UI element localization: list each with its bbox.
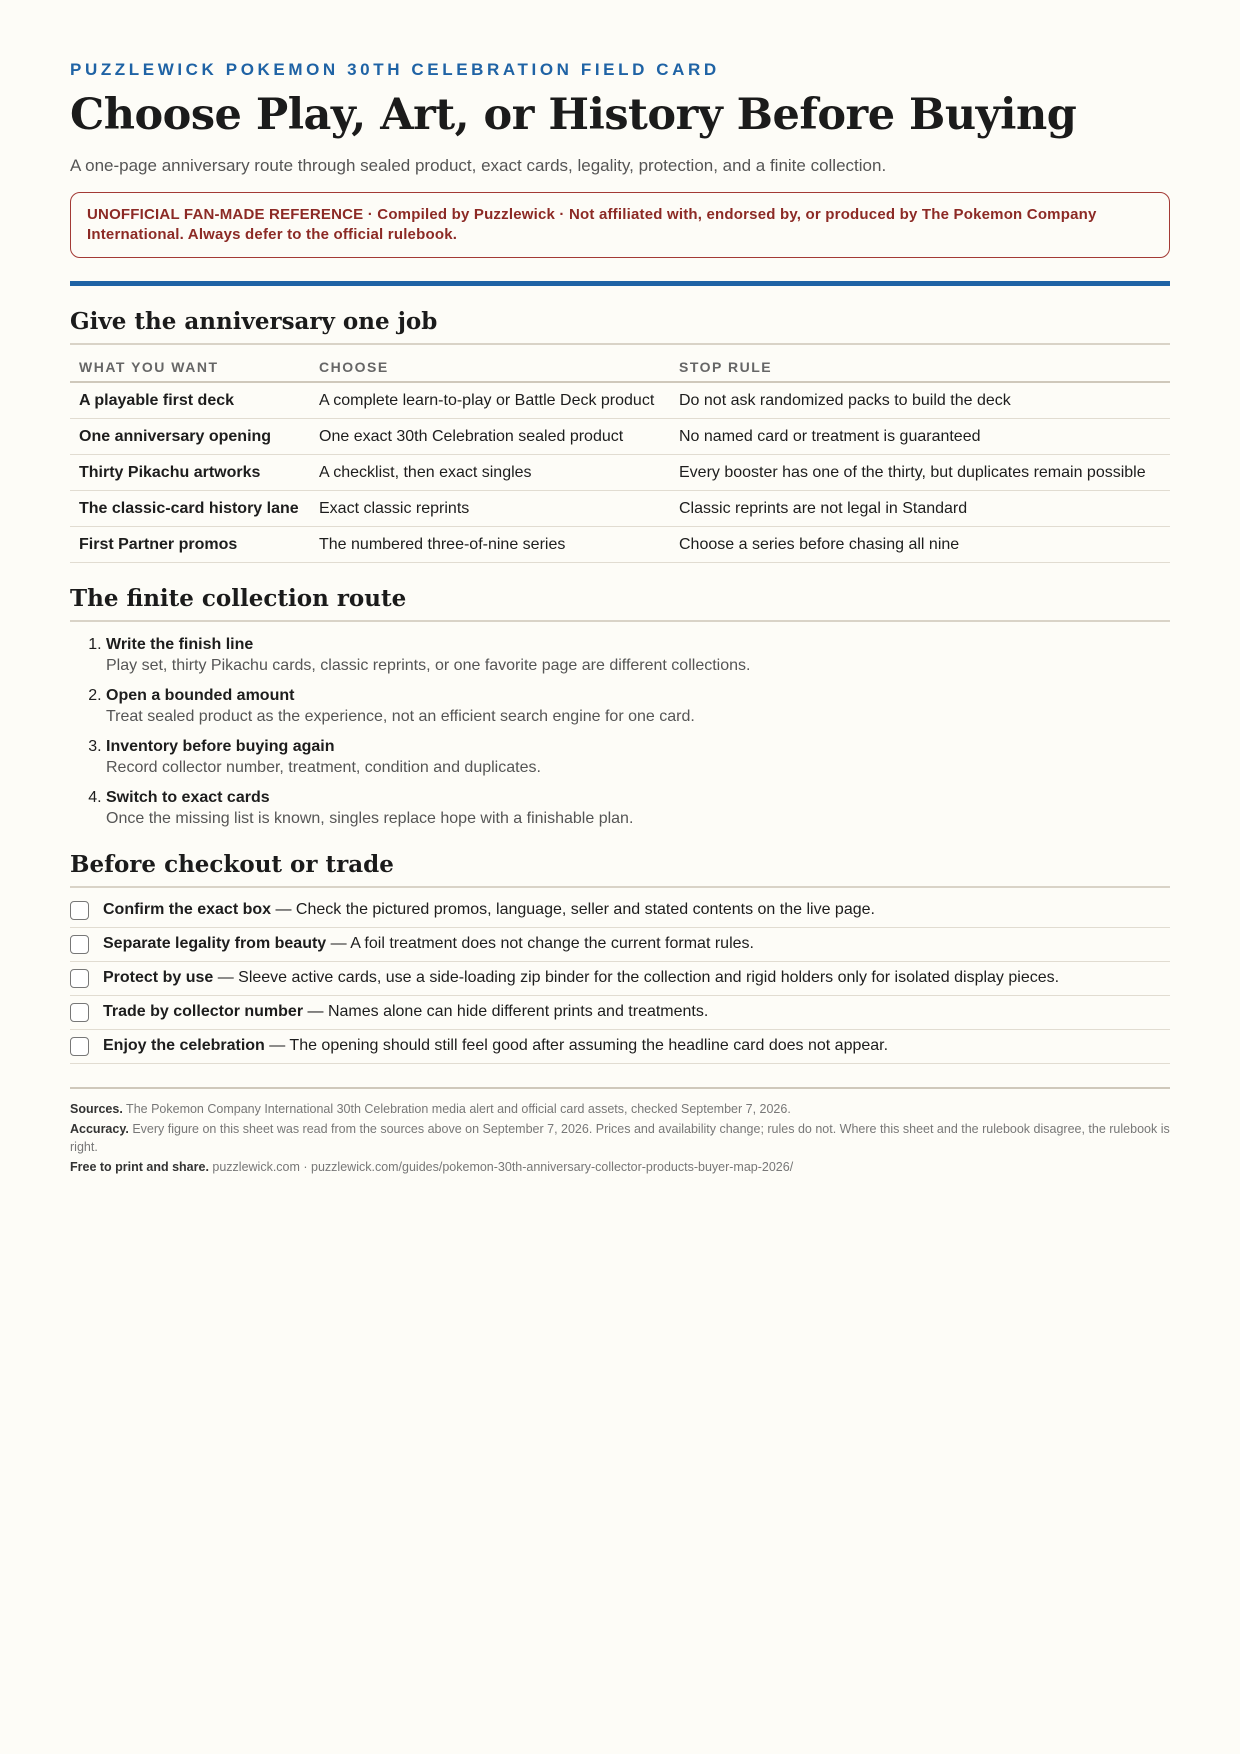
checklist-item-label: Enjoy the celebration: [103, 1037, 265, 1055]
checklist-item-text: — Names alone can hide different prints and treatments.: [303, 1003, 709, 1021]
footer-share: [70, 1158, 1170, 1176]
table-row: [70, 490, 1170, 526]
cell-choose: A complete learn-to-play or Battle Deck product: [310, 382, 670, 419]
cell-stop-rule: Every booster has one of the thirty, but duplicates remain possible: [670, 454, 1170, 490]
checkbox[interactable]: [70, 1003, 89, 1022]
step-title: 3. Inventory before buying again: [106, 737, 335, 755]
list-item: [106, 634, 1170, 676]
list-item: [106, 787, 1170, 829]
step-description: Play set, thirty Pikachu cards, classic reprints, or one favorite page are different collections.: [106, 656, 751, 674]
checklist-item-text: — Check the pictured promos, language, seller and stated contents on the live page.: [271, 901, 875, 919]
cell-stop-rule: Do not ask randomized packs to build the deck: [670, 382, 1170, 419]
cell-choose: The numbered three-of-nine series: [310, 526, 670, 562]
step-title: 1. Write the finish line: [106, 635, 254, 653]
share-label: Free to print and share.: [70, 1159, 209, 1174]
cell-stop-rule: Choose a series before chasing all nine: [670, 526, 1170, 562]
checklist-item: [70, 928, 1170, 962]
checkbox[interactable]: [70, 935, 89, 954]
share-text: puzzlewick.com · puzzlewick.com/guides/pokemon-30th-anniversary-collector-products-buyer-map-2026/: [208, 1159, 794, 1174]
checklist-item-label: Confirm the exact box: [103, 901, 272, 919]
cell-want: The classic-card history lane: [70, 490, 310, 526]
step-description: Record collector number, treatment, condition and duplicates.: [106, 758, 541, 776]
accuracy-label: Accuracy.: [70, 1121, 129, 1136]
step-title: 2. Open a bounded amount: [106, 686, 295, 704]
cell-stop-rule: No named card or treatment is guaranteed: [670, 418, 1170, 454]
cell-want: First Partner promos: [70, 526, 310, 562]
section-heading-job: Give the anniversary one job: [70, 308, 1170, 345]
checklist-item: [70, 962, 1170, 996]
checklist-item-text: — The opening should still feel good after assuming the headline card does not appear.: [264, 1037, 889, 1055]
cell-want: Thirty Pikachu artworks: [70, 454, 310, 490]
subtitle: A one-page anniversary route through sealed product, exact cards, legality, protection, and a finite collection.: [70, 155, 887, 175]
checklist-item-label: Protect by use: [103, 969, 214, 987]
cell-choose: A checklist, then exact singles: [310, 454, 670, 490]
footer-sources: [70, 1100, 1170, 1118]
cell-want: One anniversary opening: [70, 418, 310, 454]
section-heading-route: The finite collection route: [70, 585, 1170, 622]
cell-choose: One exact 30th Celebration sealed product: [310, 418, 670, 454]
kicker: PUZZLEWICK POKEMON 30TH CELEBRATION FIELD CARD: [70, 60, 720, 79]
checklist-item: [70, 1030, 1170, 1064]
checkbox[interactable]: [70, 1037, 89, 1056]
checkbox[interactable]: [70, 901, 89, 920]
section-heading-checkout: Before checkout or trade: [70, 851, 1170, 888]
checklist-item-text: — Sleeve active cards, use a side-loading zip binder for the collection and rigid holders only for isolated display pieces.: [213, 969, 1060, 987]
column-header-choose: CHOOSE: [310, 345, 670, 382]
job-table: [70, 345, 1170, 563]
list-item: [106, 685, 1170, 727]
checklist-item: [70, 996, 1170, 1030]
table-row: [70, 418, 1170, 454]
table-row: [70, 382, 1170, 419]
column-header-want: WHAT YOU WANT: [70, 345, 310, 382]
column-header-stop-rule: STOP RULE: [670, 345, 1170, 382]
list-item: [106, 736, 1170, 778]
header-divider: [70, 281, 1170, 286]
checklist-item-label: Trade by collector number: [103, 1003, 304, 1021]
checklist-item-label: Separate legality from beauty: [103, 935, 327, 953]
cell-stop-rule: Classic reprints are not legal in Standard: [670, 490, 1170, 526]
step-description: Once the missing list is known, singles replace hope with a finishable plan.: [106, 809, 634, 827]
checkout-checklist: [70, 894, 1170, 1064]
cell-choose: Exact classic reprints: [310, 490, 670, 526]
page-title: Choose Play, Art, or History Before Buying: [70, 90, 1077, 140]
disclaimer-notice: UNOFFICIAL FAN-MADE REFERENCE · Compiled by Puzzlewick · Not affiliated with, endorsed by, or produced by The Pokemon Company International. Always defer to the official rulebook.: [70, 192, 1170, 258]
table-row: [70, 454, 1170, 490]
footer-accuracy: [70, 1120, 1170, 1156]
footer: [70, 1087, 1170, 1176]
step-description: Treat sealed product as the experience, not an efficient search engine for one card.: [106, 707, 695, 725]
table-row: [70, 526, 1170, 562]
accuracy-text: Every figure on this sheet was read from the sources above on September 7, 2026. Prices and availability change; rules do not. Where this sheet and the rulebook disagree, the rulebook is right.: [70, 1121, 1170, 1154]
checkbox[interactable]: [70, 969, 89, 988]
cell-want: A playable first deck: [70, 382, 310, 419]
route-steps: [70, 634, 1170, 829]
sources-text: The Pokemon Company International 30th Celebration media alert and official card assets, checked September 7, 2026.: [122, 1101, 791, 1116]
checklist-item: [70, 894, 1170, 928]
step-title: 4. Switch to exact cards: [106, 788, 270, 806]
sources-label: Sources.: [70, 1101, 123, 1116]
checklist-item-text: — A foil treatment does not change the current format rules.: [326, 935, 754, 953]
